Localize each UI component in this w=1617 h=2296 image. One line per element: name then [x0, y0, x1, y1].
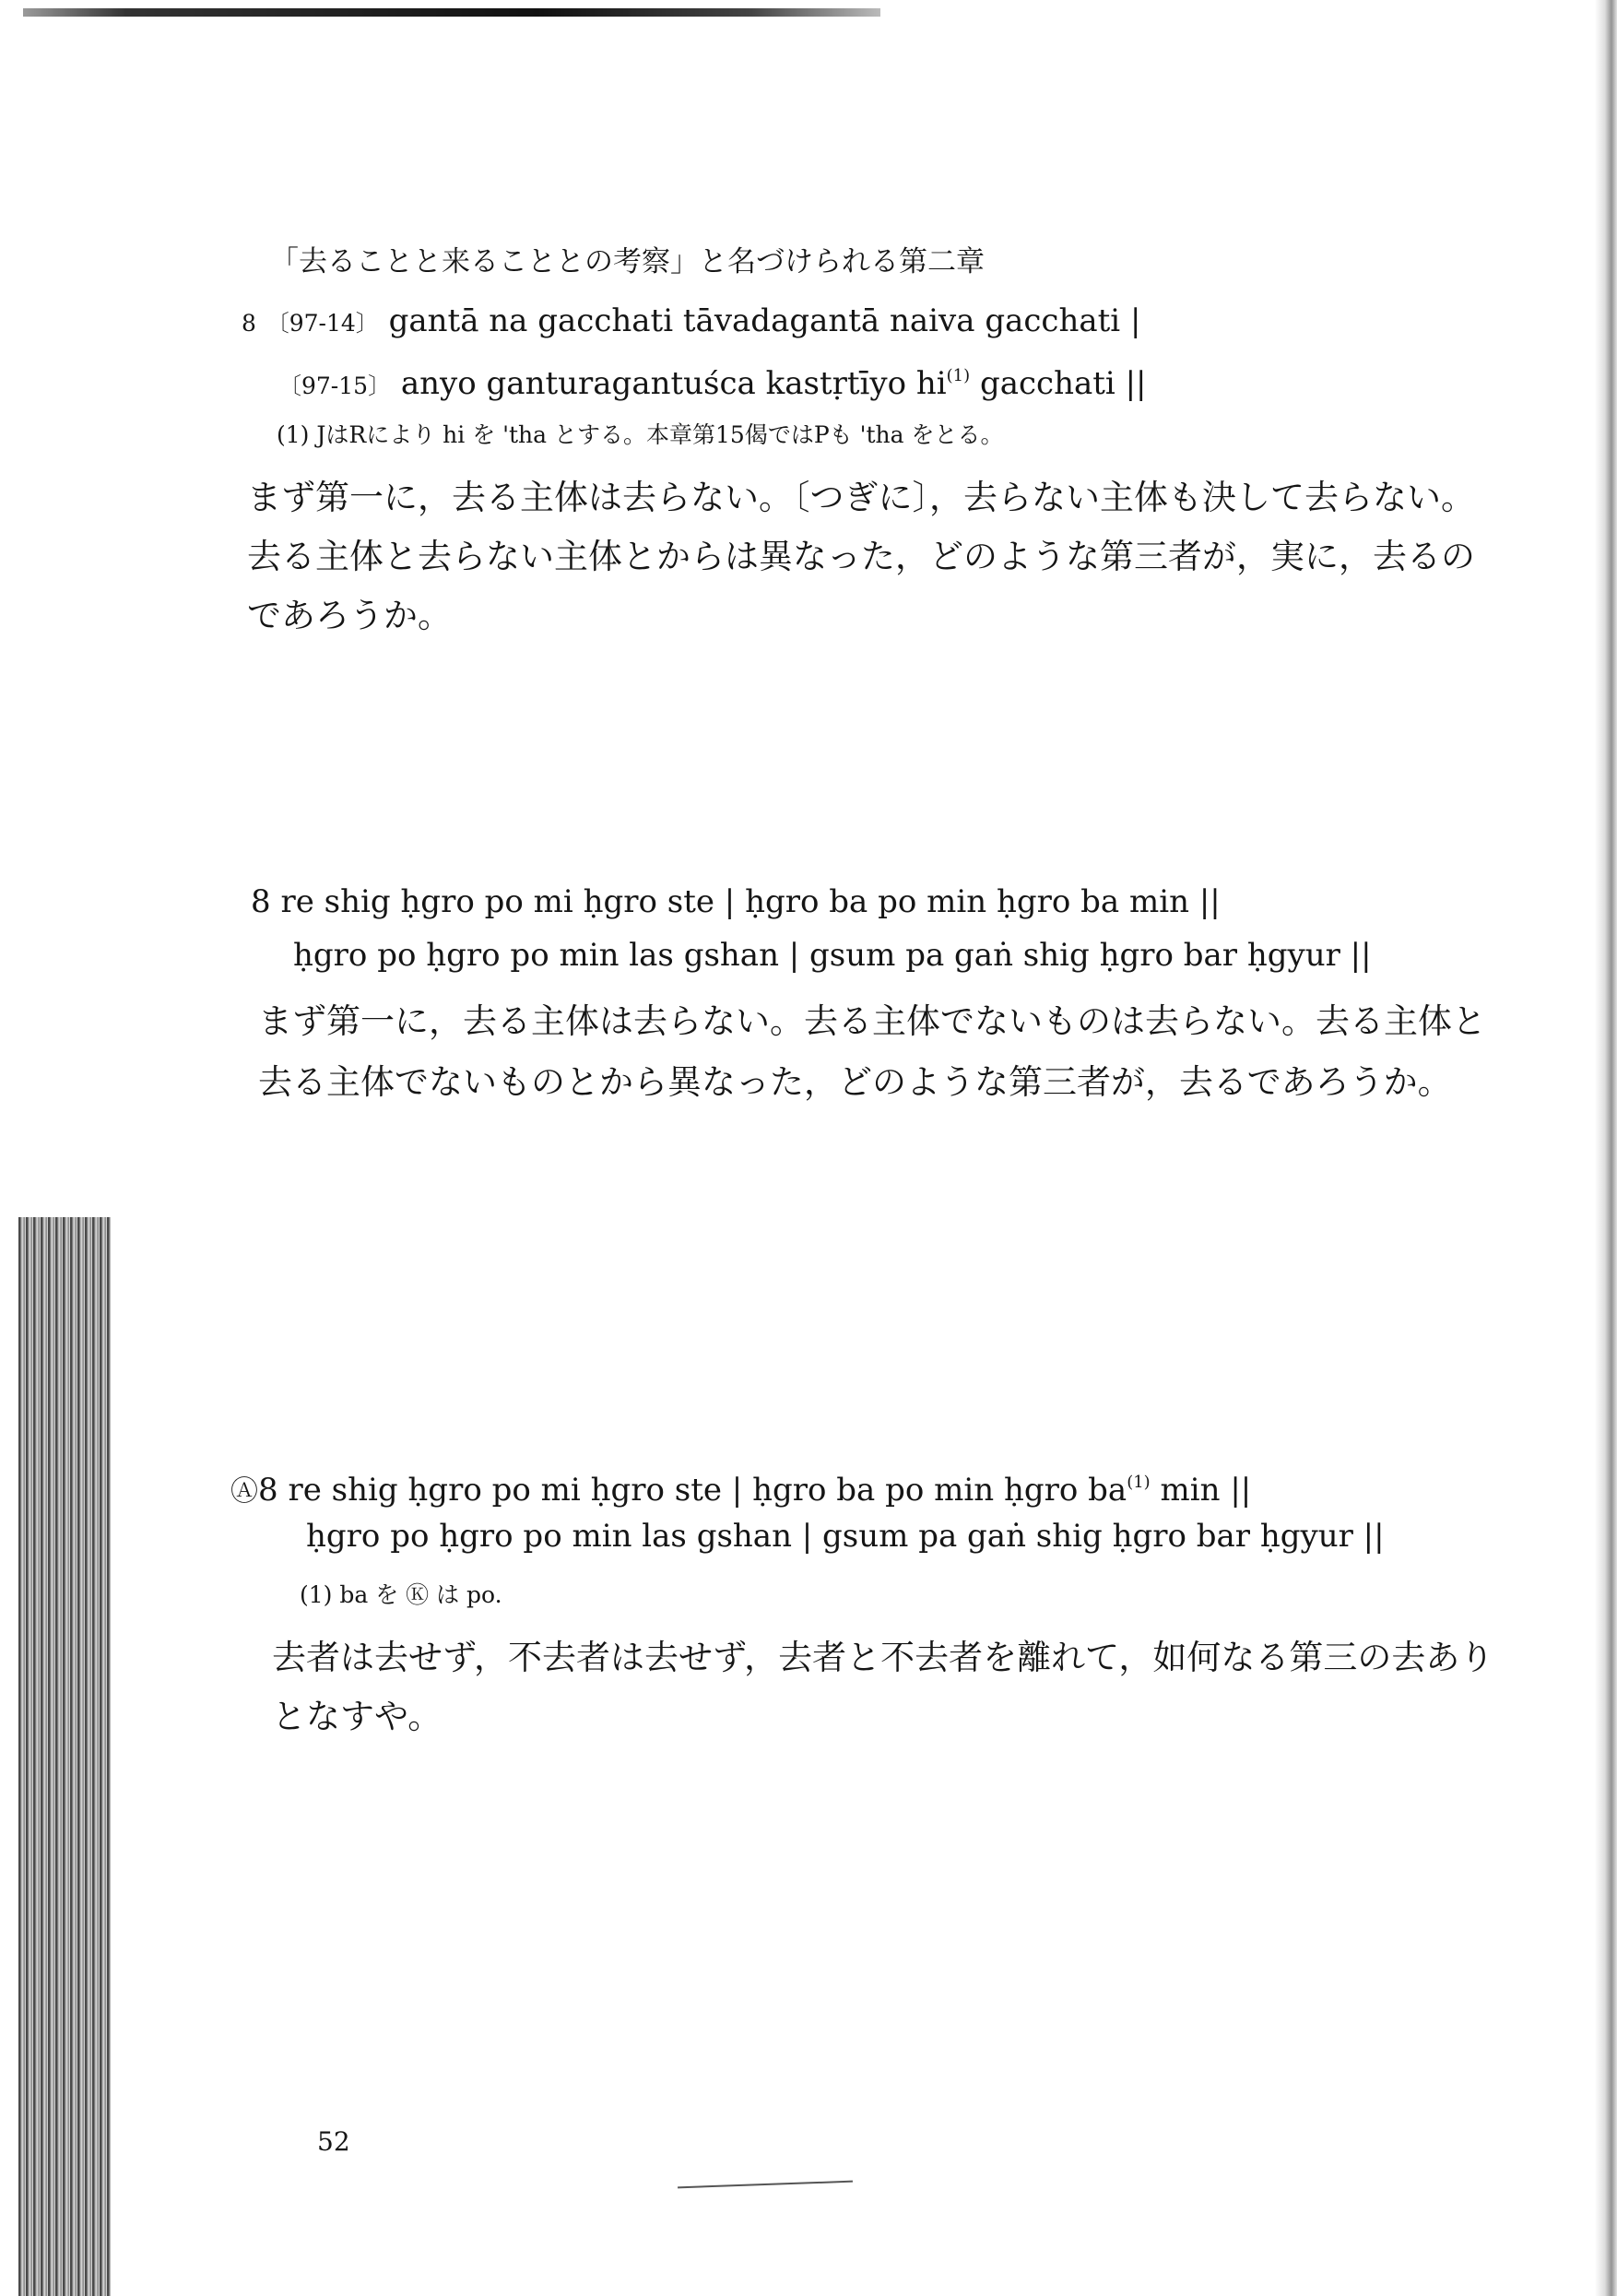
footnote-marker-2: (1) [1127, 1473, 1151, 1492]
page-number: 52 [317, 2126, 350, 2157]
scan-top-bar [23, 8, 880, 17]
translation-3-line-1: 去者は去せず，不去者は去せず，去者と不去者を離れて，如何なる第三の去あり [272, 1638, 1494, 1677]
sanskrit-text-1: gantā na gacchati tāvadagantā naiva gacchati | [388, 302, 1141, 339]
tibetan-variant-line-2: ḥgro po ḥgro po min las gshan | gsum pa gaṅ shig ḥgro bar ḥgyur || [306, 1518, 1385, 1555]
translation-2-line-2: 去る主体でないものとから異なった，どのような第三者が，去るであろうか。 [258, 1062, 1452, 1102]
translation-1-line-2: 去る主体と去らない主体とからは異なった，どのような第三者が，実に，去るの [247, 537, 1475, 576]
sanskrit-text-2a: anyo ganturagantuśca kastṛtīyo hi [400, 365, 947, 402]
chapter-heading: 「去ることと来ることとの考察」と名づけられる第二章 [270, 245, 985, 278]
scan-scribble-mark [678, 2181, 853, 2189]
footnote-marker-1: (1) [946, 366, 971, 385]
sanskrit-verse-line-2 [278, 352, 1147, 410]
verse-ref-2: 〔97-15〕 [278, 373, 392, 399]
scan-left-edge [18, 1217, 111, 2296]
footnote-1: (1) JはRにより hi を 'tha とする。本章第15偈ではPも 'tha をとる。 [277, 421, 1004, 448]
tibetan-variant-text-1b: min || [1150, 1472, 1252, 1509]
translation-2-line-1: まず第一に，去る主体は去らない。去る主体でないものは去らない。去る主体と [258, 1001, 1486, 1041]
sanskrit-verse-line-1 [242, 297, 1140, 348]
translation-1-line-3: であろうか。 [247, 596, 452, 635]
tibetan-verse-line-2: ḥgro po ḥgro po min las gshan | gsum pa gaṅ shig ḥgro bar ḥgyur || [293, 937, 1372, 974]
sanskrit-text-2b: gacchati || [970, 365, 1147, 402]
verse-ref-1: 〔97-14〕 [266, 310, 379, 337]
scan-right-edge [1595, 0, 1617, 2296]
verse-number: 8 [242, 310, 256, 337]
translation-3-line-2: となすや。 [272, 1697, 443, 1736]
footnote-2: (1) ba を Ⓚ は po. [300, 1581, 502, 1608]
tibetan-verse-line-1: 8 re shig ḥgro po mi ḥgro ste | ḥgro ba po min ḥgro ba min || [251, 883, 1221, 920]
tibetan-variant-text-1a: 8 re shig ḥgro po mi ḥgro ste | ḥgro ba po min ḥgro ba [258, 1472, 1127, 1509]
tibetan-variant-line-1 [230, 1459, 1251, 1516]
translation-1-line-1: まず第一に，去る主体は去らない。〔つぎに〕，去らない主体も決して去らない。 [247, 478, 1475, 517]
variant-marker: Ⓐ [230, 1475, 258, 1508]
